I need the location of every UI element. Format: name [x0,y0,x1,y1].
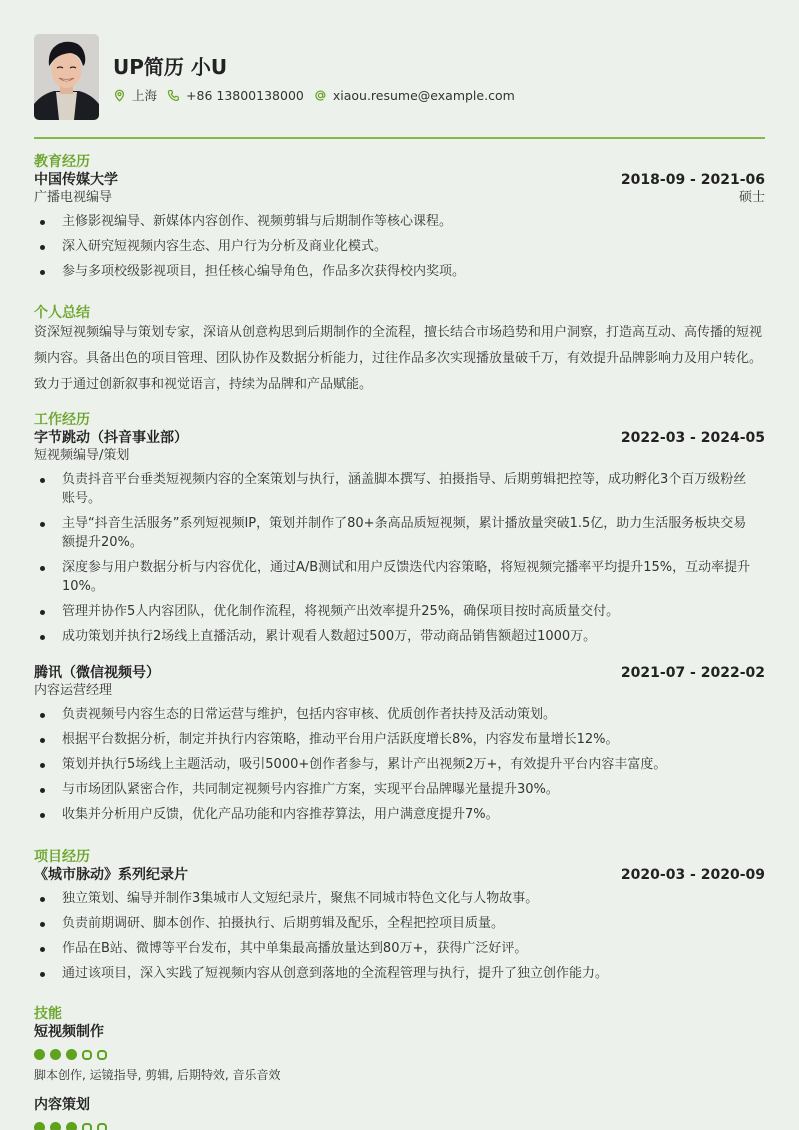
job-role: 短视频编导/策划 [34,448,130,463]
list-item: 收集并分析用户反馈，优化产品功能和内容推荐算法，用户满意度提升7%。 [34,805,765,824]
section-title-skills: 技能 [34,1006,62,1022]
list-item: 深入研究短视频内容生态、用户行为分析及商业化模式。 [34,237,765,256]
education-bullets [34,212,765,281]
school-name: 中国传媒大学 [34,172,118,188]
filled-dot-icon [50,1049,61,1060]
list-item: 通过该项目，深入实践了短视频内容从创意到落地的全流程管理与执行，提升了独立创作能力。 [34,964,765,983]
job-header [34,429,765,447]
list-item: 负责前期调研、脚本创作、拍摄执行、后期剪辑及配乐，全程把控项目质量。 [34,914,765,933]
section-title-education: 教育经历 [34,154,90,170]
skill-name: 内容策划 [34,1097,90,1113]
list-item: 作品在B站、微博等平台发布，其中单集最高播放量达到80万+，获得广泛好评。 [34,939,765,958]
location-pin-icon [113,89,126,102]
work-section [34,411,765,652]
contact-list [113,86,525,104]
job-dates: 2021-07 - 2022-02 [620,665,765,681]
list-item: 策划并执行5场线上主题活动，吸引5000+创作者参与，累计产出视频2万+，有效提升平台内容丰富度。 [34,755,765,774]
education-section [34,153,765,287]
list-item: 深度参与用户数据分析与内容优化，通过A/B测试和用户反馈迭代内容策略，将短视频完播率平均提升15%，互动率提升10%。 [34,558,765,596]
filled-dot-icon [34,1122,45,1130]
filled-dot-icon [66,1122,77,1130]
job-entry-tencent [34,664,765,830]
header-info [113,50,525,104]
resume-page [34,34,765,1113]
location-text: 上海 [132,88,158,103]
resume-header [34,34,765,120]
contact-location [113,86,157,104]
degree: 硕士 [738,190,765,205]
education-subheader [34,189,765,207]
list-item: 独立策划、编导并制作3集城市人文短纪录片，聚焦不同城市特色文化与人物故事。 [34,889,765,908]
filled-dot-icon [50,1122,61,1130]
phone-text: +86 13800138000 [186,87,304,103]
list-item: 管理并协作5人内容团队，优化制作流程，将视频产出效率提升25%，确保项目按时高质量交付。 [34,602,765,621]
skill-name: 短视频制作 [34,1024,104,1040]
list-item: 主修影视编导、新媒体内容创作、视频剪辑与后期制作等核心课程。 [34,212,765,231]
list-item: 参与多项校级影视项目，担任核心编导角色，作品多次获得校内奖项。 [34,262,765,281]
summary-section [34,304,765,398]
project-dates: 2020-03 - 2020-09 [620,867,765,883]
header-divider [34,137,765,139]
projects-section [34,848,765,989]
candidate-name: UP简历 小U [113,55,228,79]
at-sign-icon [314,89,327,102]
skills-section [34,1005,765,1130]
job-bullets [34,470,765,646]
section-title-projects: 项目经历 [34,849,90,865]
filled-dot-icon [34,1049,45,1060]
job-header [34,664,765,682]
contact-phone [167,88,304,103]
list-item: 主导“抖音生活服务”系列短视频IP，策划并制作了80+条高品质短视频，累计播放量突破1.5亿，助力生活服务板块交易额提升20%。 [34,514,765,552]
empty-dot-icon [82,1123,92,1130]
skill-item [34,1023,765,1083]
job-subheader [34,447,765,465]
company-name: 字节跳动（抖音事业部） [34,430,188,446]
major: 广播电视编导 [34,190,113,205]
list-item: 负责视频号内容生态的日常运营与维护，包括内容审核、优质创作者扶持及活动策划。 [34,705,765,724]
filled-dot-icon [66,1049,77,1060]
education-dates: 2018-09 - 2021-06 [620,172,765,188]
project-name: 《城市脉动》系列纪录片 [34,867,188,883]
section-title-summary: 个人总结 [34,305,90,321]
project-header [34,866,765,884]
avatar [34,34,99,120]
company-name: 腾讯（微信视频号） [34,665,160,681]
job-subheader [34,682,765,700]
empty-dot-icon [97,1050,107,1060]
empty-dot-icon [97,1123,107,1130]
empty-dot-icon [82,1050,92,1060]
list-item: 成功策划并执行2场线上直播活动，累计观看人数超过500万，带动商品销售额超过1000万。 [34,627,765,646]
skill-level-rating [34,1049,765,1060]
skill-item [34,1096,765,1130]
job-bullets [34,705,765,824]
phone-icon [167,89,180,102]
skill-level-rating [34,1122,765,1130]
email-text[interactable]: xiaou.resume@example.com [332,87,515,103]
list-item: 根据平台数据分析，制定并执行内容策略，推动平台用户活跃度增长8%，内容发布量增长12%。 [34,730,765,749]
contact-email [314,88,515,103]
profile-photo [34,34,99,120]
job-dates: 2022-03 - 2024-05 [620,430,765,446]
job-role: 内容运营经理 [34,683,113,698]
list-item: 与市场团队紧密合作，共同制定视频号内容推广方案，实现平台品牌曝光量提升30%。 [34,780,765,799]
skill-tags: 脚本创作, 运镜指导, 剪辑, 后期特效, 音乐音效 [34,1068,281,1082]
section-title-work: 工作经历 [34,412,90,428]
project-bullets [34,889,765,983]
list-item: 负责抖音平台垂类短视频内容的全案策划与执行，涵盖脚本撰写、拍摄指导、后期剪辑把控等，成功孵化3个百万级粉丝账号。 [34,470,765,508]
summary-text: 资深短视频编导与策划专家，深谙从创意构思到后期制作的全流程，擅长结合市场趋势和用户洞察，打造高互动、高传播的短视频内容。具备出色的项目管理、团队协作及数据分析能力，过往作品多次实现播放量破千万，有效提升品牌影响力及用户转化。致力于通过创新叙事和视觉语言，持续为品牌和产品赋能。 [34,325,763,392]
education-header [34,171,765,189]
